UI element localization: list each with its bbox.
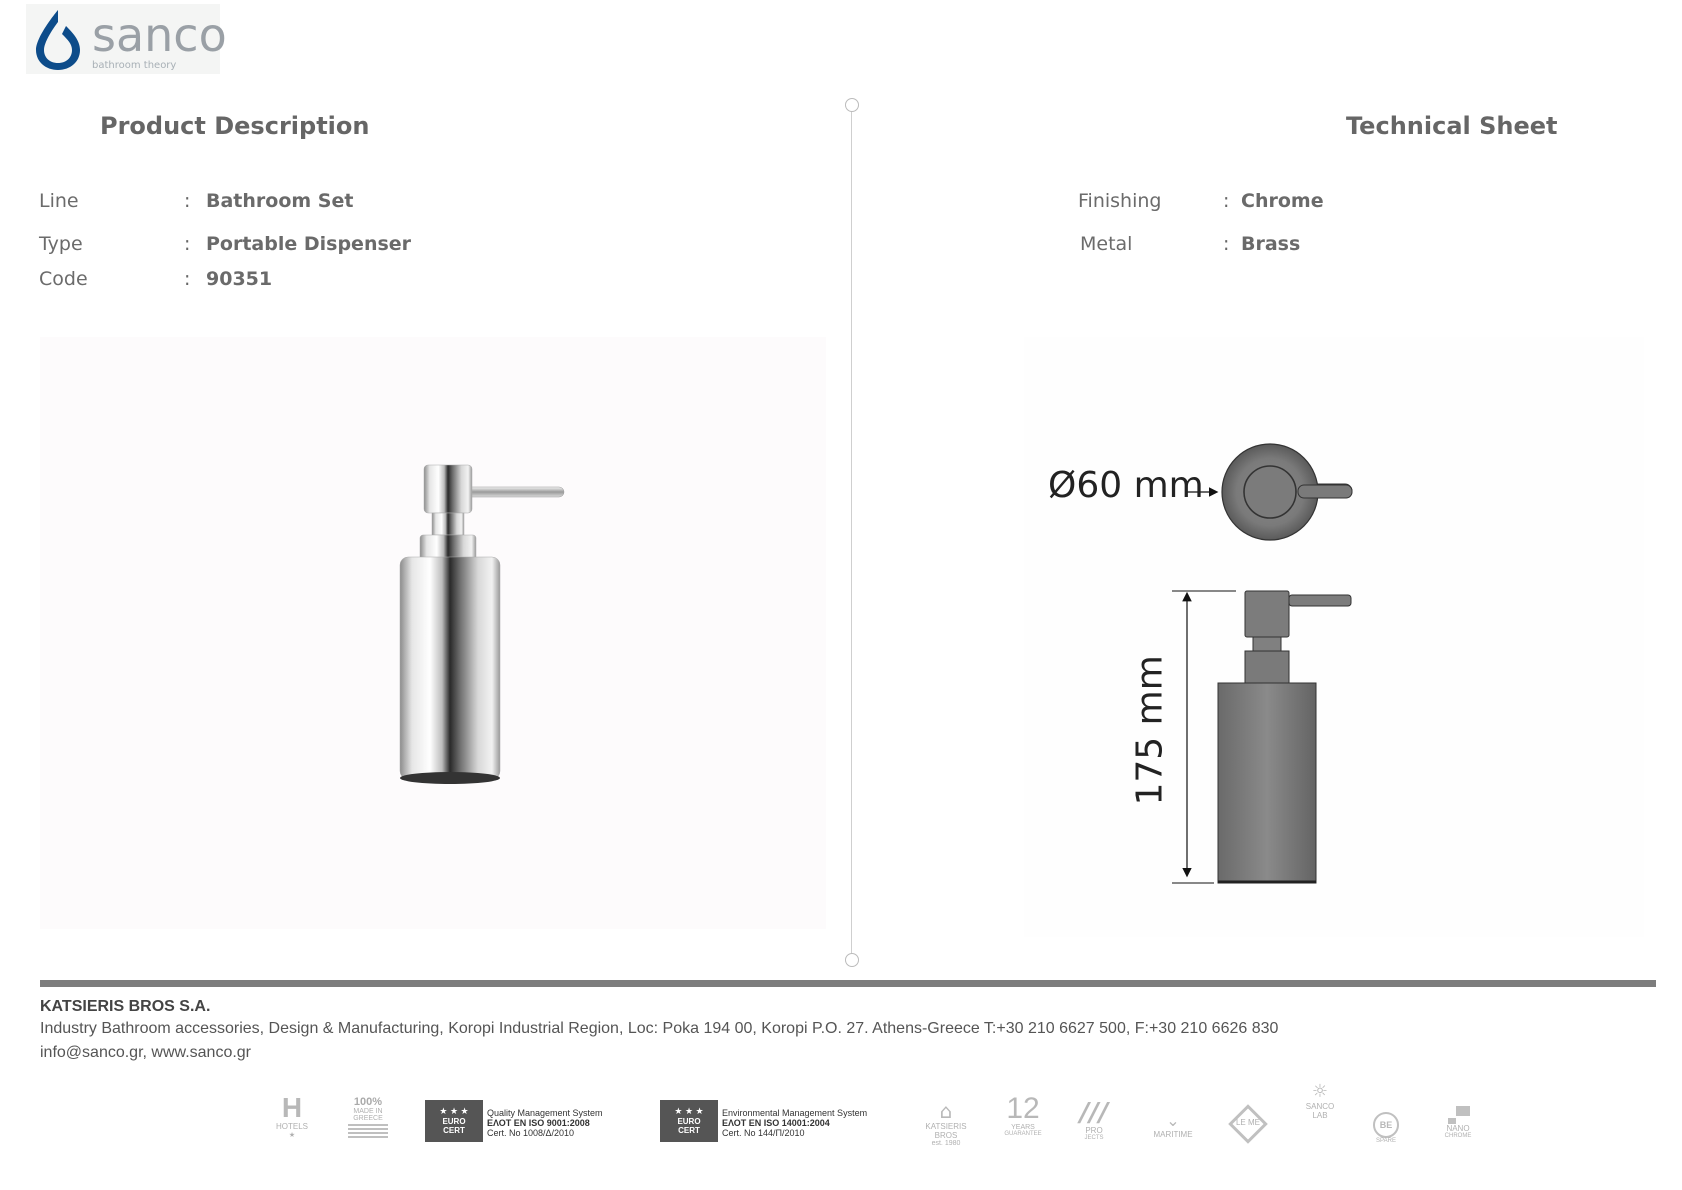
technical-sheet-heading: Technical Sheet [1346,112,1558,140]
field-label: Code [39,268,88,290]
water-drop-icon [28,6,88,72]
field-colon: : [184,268,191,290]
greek-flag-icon [348,1124,388,1140]
product-description-heading: Product Description [100,112,370,140]
cert-text-2: Environmental Management System ΕΛΟΤ EN ISO 14001:2004 Cert. No 144/Π/2010 [722,1108,868,1138]
dispenser-photo-illustration [40,337,826,929]
field-colon: : [184,190,191,212]
star-ring-icon: ★ ★ ★ [674,1106,704,1116]
column-divider [851,104,852,960]
nano-chrome-badge: NANO CHROME [1434,1106,1482,1148]
divider-cap-top [845,98,859,112]
hotels-badge [270,1094,314,1144]
field-value: 90351 [206,268,273,290]
katsieris-badge: ⌂ KATSIERIS BROS est. 1980 [918,1100,974,1148]
diameter-label: Ø60 mm [1048,465,1204,506]
star-icon: ★ [288,1132,296,1139]
company-name: KATSIERIS BROS S.A. [40,998,211,1015]
company-address: Industry Bathroom accessories, Design & Manufacturing, Koropi Industrial Region, Loc: Poka 194 00, Koropi P.O. 27. Athens-Greece T:+30 210 6627 500, F:+30 210 6626 830 [40,1020,1279,1037]
leme-badge: LE ME [1228,1104,1268,1148]
made-in-greece-badge [346,1096,390,1146]
be-spare-badge: BE SPARE [1366,1112,1406,1148]
divider-cap-bottom [845,953,859,967]
sanco-logo [26,4,227,74]
field-label: Line [39,190,79,212]
slashes-icon: /// [1079,1098,1109,1128]
mig-percent: 100% [353,1096,383,1108]
brand-name: sanco [92,8,227,62]
field-value: Portable Dispenser [206,233,412,255]
diamond-icon [1228,1104,1268,1144]
product-photo [40,337,826,929]
hotels-text: HOTELS [275,1122,308,1131]
field-value: Bathroom Set [206,190,354,212]
maritime-badge: ⌄ MARITIME [1148,1112,1198,1148]
technical-drawing-svg [1024,337,1644,937]
technical-drawing [1024,337,1644,937]
height-label: 175 mm [1129,655,1171,806]
field-colon: : [1223,190,1230,212]
field-colon: : [184,233,191,255]
field-value: Brass [1241,233,1301,255]
sanco-lab-badge: ☼ SANCO LAB [1300,1082,1340,1146]
field-label: Type [39,233,83,255]
field-label: Metal [1080,233,1133,255]
company-contact[interactable]: info@sanco.gr, www.sanco.gr [40,1044,252,1061]
roof-icon: ⌂ [939,1099,953,1123]
pro-jects-badge: /// PRO JECTS [1072,1100,1116,1148]
field-label: Finishing [1078,190,1162,212]
eurocert-logo-1: ★ ★ ★ EURO CERT [425,1100,483,1142]
brand-tagline: bathroom theory [92,60,177,71]
wave-icon: ⌄ [1166,1111,1180,1130]
guarantee-badge: 12 YEARS GUARANTEE [1004,1092,1042,1137]
mig-greece: GREECE [353,1115,383,1122]
field-value: Chrome [1241,190,1324,212]
lightbulb-icon: ☼ [1311,1081,1329,1102]
star-ring-icon: ★ ★ ★ [439,1106,469,1116]
be-circle-icon: BE [1373,1112,1399,1138]
cert-text-1: Quality Management System ΕΛΟΤ EN ISO 9001:2008 Cert. No 1008/Δ/2010 [487,1108,603,1138]
eurocert-logo-2: ★ ★ ★ EURO CERT [660,1100,718,1142]
footer-divider [40,980,1656,987]
hotels-icon: H [281,1092,303,1123]
mig-madein: MADE IN [353,1108,383,1115]
block-icon [1456,1106,1470,1116]
field-colon: : [1223,233,1230,255]
